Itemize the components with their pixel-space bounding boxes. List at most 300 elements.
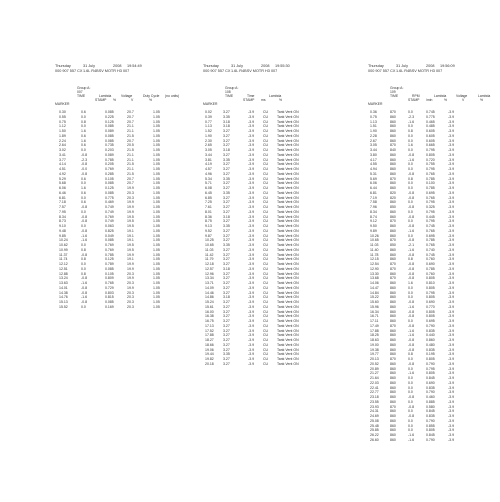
table-cell: -3.9 (448, 423, 455, 428)
table-cell: 0.745 (426, 110, 435, 114)
table-cell: 860 (390, 361, 396, 366)
table-cell: -3.9 (448, 342, 455, 347)
table-cell: -3.9 (448, 433, 455, 437)
table-cell: 860 (390, 414, 396, 418)
table-cell: -1.6 (408, 371, 415, 376)
table-cell: 0.6 (81, 190, 86, 195)
table-cell: -0.8 (81, 276, 88, 281)
table-cell: 1.05 (153, 186, 160, 190)
table-cell: -3.9 (448, 167, 455, 171)
table-cell: 8.36 (205, 214, 212, 219)
table-cell: 0.085 (105, 190, 114, 195)
table-cell: 0.835 (426, 385, 435, 390)
table-cell: 1.05 (153, 209, 160, 214)
table-cell: 870 (390, 262, 396, 266)
table-cell: 19.1 (127, 233, 134, 238)
table-cell: -3.9 (448, 119, 455, 124)
table-cell: 20.7 (127, 176, 134, 181)
table-cell: Tank Vent ON (277, 162, 299, 167)
table-cell: -3.9 (248, 304, 255, 309)
table-cell: 16.34 (370, 309, 379, 314)
table-cell: -3.9 (448, 295, 455, 300)
table-cell: -0.8 (81, 290, 88, 295)
table-cell: 0.8 (408, 129, 413, 133)
header-year: 2008 (426, 64, 435, 68)
table-cell: 3.18 (223, 295, 230, 300)
column-header: ms (261, 98, 266, 102)
table-cell: 19.00 (370, 342, 379, 347)
table-cell: 16.75 (205, 319, 214, 323)
table-cell: 1.90 (205, 133, 212, 138)
table-cell: -1.6 (81, 281, 88, 285)
table-cell: Tank Vent ON (277, 171, 299, 176)
group-label: Group A: (390, 86, 404, 90)
table-cell: -0.8 (408, 276, 415, 281)
table-cell: 0.6 (81, 133, 86, 138)
table-cell: -0.8 (408, 266, 415, 271)
table-cell: CU (263, 361, 269, 366)
table-cell: 3.80 (370, 152, 377, 157)
table-cell: 860 (390, 181, 396, 186)
table-cell: -0.8 (81, 300, 88, 304)
table-cell: 19.9 (127, 262, 134, 266)
table-cell: 6.44 (370, 186, 377, 190)
table-cell: 3.27 (223, 357, 230, 361)
table-cell: 0.0 (408, 390, 413, 395)
table-cell: Tank Vent ON (277, 114, 299, 119)
table-cell: 10.62 (59, 243, 68, 247)
marker-label: MARKER (203, 102, 218, 106)
table-cell: 3.27 (223, 233, 230, 238)
table-cell: 14.46 (205, 290, 214, 295)
table-cell: 21.1 (127, 129, 134, 133)
table-cell: CU (263, 276, 269, 281)
table-cell: 16.00 (205, 309, 214, 314)
table-cell: Tank Vent ON (277, 124, 299, 129)
table-cell: 0.125 (105, 186, 114, 190)
table-cell: -3.9 (448, 233, 455, 238)
table-cell: 3.27 (223, 300, 230, 304)
table-cell: CU (263, 243, 269, 247)
group-param: Lambda (478, 94, 491, 98)
table-cell: 6.06 (59, 186, 66, 190)
table-cell: -1.6 (81, 238, 88, 243)
table-cell: 0.795 (426, 219, 435, 224)
table-cell: 0.0 (81, 262, 86, 266)
table-cell: 9.85 (59, 233, 66, 238)
table-cell: 870 (390, 143, 396, 148)
column-header: V (131, 98, 134, 102)
table-cell: 0.755 (426, 162, 435, 167)
table-cell: 0.860 (426, 338, 435, 342)
table-cell: -3.9 (248, 214, 255, 219)
table-cell: 20.3 (127, 295, 134, 300)
table-cell: -3.9 (448, 276, 455, 281)
table-cell: 860 (390, 290, 396, 295)
table-cell: 22.03 (370, 380, 379, 385)
table-cell: 3.35 (223, 243, 230, 247)
table-cell: 0.805 (426, 285, 435, 290)
table-cell: 0.690 (426, 300, 435, 304)
table-cell: Tank Vent ON (277, 243, 299, 247)
table-cell: Tank Vent ON (277, 333, 299, 338)
table-cell: 5.29 (59, 176, 66, 181)
table-cell: Tank Vent ON (277, 133, 299, 138)
table-cell: 10.65 (370, 238, 379, 243)
table-cell: 860 (390, 352, 396, 357)
table-cell: 15.22 (370, 295, 379, 300)
table-cell: 0.775 (426, 114, 435, 119)
table-cell: 3.27 (223, 200, 230, 205)
table-cell: 1.05 (153, 190, 160, 195)
table-cell: CU (263, 252, 269, 257)
table-cell: 1.05 (153, 133, 160, 138)
table-cell: 860 (390, 119, 396, 124)
table-cell: 1.51 (370, 124, 377, 129)
table-cell: 1.05 (153, 148, 160, 152)
header-year: 2008 (113, 64, 122, 68)
table-cell: 11.03 (205, 247, 214, 252)
table-cell: 21.1 (127, 157, 134, 162)
table-cell: 0.480 (426, 342, 435, 347)
table-cell: -3.9 (248, 219, 255, 224)
group-number: 109 (390, 90, 396, 94)
table-cell: 0.0 (408, 110, 413, 114)
table-cell: 0.0 (81, 114, 86, 119)
table-cell: 0.790 (426, 361, 435, 366)
table-cell: 20.7 (127, 119, 134, 124)
table-cell: Tank Vent ON (277, 247, 299, 252)
table-cell: CU (263, 295, 269, 300)
table-cell: -0.8 (408, 190, 415, 195)
data-table (203, 110, 363, 367)
table-cell: -3.9 (248, 228, 255, 233)
table-cell: -3.9 (248, 233, 255, 238)
table-cell: 870 (390, 110, 396, 114)
table-cell: 0.285 (105, 171, 114, 176)
table-cell: 3.27 (223, 186, 230, 190)
table-cell: 20.7 (127, 138, 134, 143)
table-cell: Tank Vent ON (277, 138, 299, 143)
table-cell: 850 (390, 243, 396, 247)
table-cell: 0.769 (105, 167, 114, 171)
table-cell: 0.205 (105, 162, 114, 167)
table-cell: -0.8 (81, 285, 88, 290)
table-cell: 860 (390, 138, 396, 143)
table-cell: 3.05 (205, 148, 212, 152)
table-cell: Tank Vent ON (277, 266, 299, 271)
table-cell: -3.9 (448, 124, 455, 129)
table-cell: -0.8 (408, 414, 415, 418)
table-cell: 2.24 (59, 138, 66, 143)
table-cell: Tank Vent ON (277, 238, 299, 243)
table-cell: 0.765 (426, 195, 435, 200)
table-cell: 820 (390, 190, 396, 195)
table-cell: 3.05 (370, 143, 377, 148)
table-cell: -2.1 (408, 243, 415, 247)
table-cell: -3.9 (248, 300, 255, 304)
table-cell: 0.695 (426, 233, 435, 238)
table-cell: 860 (390, 366, 396, 371)
table-cell: 7.18 (59, 200, 66, 205)
table-cell: 0.085 (105, 181, 114, 186)
table-cell: 14.86 (205, 295, 214, 300)
table-cell: 8.74 (370, 214, 377, 219)
table-cell: 0.0 (408, 148, 413, 152)
table-cell: Tank Vent ON (277, 314, 299, 319)
table-cell: -3.9 (448, 319, 455, 323)
table-cell: 7.95 (59, 209, 66, 214)
table-cell: 0.0 (408, 219, 413, 224)
group-number: 108 (225, 90, 231, 94)
table-cell: 0.810 (426, 281, 435, 285)
table-cell: 0.085 (105, 110, 114, 114)
table-cell: 1.05 (153, 233, 160, 238)
table-cell: 1.05 (153, 285, 160, 290)
table-cell: 8.34 (370, 209, 377, 214)
table-cell: 820 (390, 195, 396, 200)
table-cell: 0.785 (426, 266, 435, 271)
table-cell: 3.27 (223, 271, 230, 276)
table-cell: Tank Vent ON (277, 110, 299, 114)
table-cell: 18.27 (205, 338, 214, 342)
table-cell: 19.5 (127, 243, 134, 247)
table-cell: 19.38 (370, 347, 379, 352)
table-cell: -3.9 (448, 304, 455, 309)
table-cell: 4.96 (205, 171, 212, 176)
table-cell: 870 (390, 176, 396, 181)
table-cell: 0.795 (426, 366, 435, 371)
table-cell: -0.8 (408, 152, 415, 157)
table-cell: -3.9 (248, 110, 255, 114)
table-cell: 20.3 (127, 190, 134, 195)
table-cell: 860 (390, 152, 396, 157)
table-cell: -3.9 (448, 138, 455, 143)
table-cell: 860 (390, 319, 396, 323)
table-cell: 0.6 (81, 200, 86, 205)
table-cell: 860 (390, 171, 396, 176)
table-cell: 0.0 (408, 167, 413, 171)
table-cell: 0.085 (105, 300, 114, 304)
table-cell: 860 (390, 271, 396, 276)
table-cell: 1.05 (153, 304, 160, 309)
table-cell: 0.735 (105, 143, 114, 148)
header-year: 2008 (261, 64, 270, 68)
table-cell: -0.8 (408, 309, 415, 314)
table-cell: -3.9 (448, 357, 455, 361)
table-cell: Tank Vent ON (277, 257, 299, 262)
table-cell: 3.27 (223, 333, 230, 338)
table-cell: 17.13 (205, 323, 214, 328)
table-cell: 5.31 (370, 171, 377, 176)
table-cell: 3.27 (223, 276, 230, 281)
table-cell: 17.11 (370, 319, 379, 323)
table-cell: -3.9 (448, 186, 455, 190)
table-cell: 0.36 (370, 110, 377, 114)
table-cell: 21.5 (127, 133, 134, 138)
table-cell: 0.769 (105, 247, 114, 252)
table-cell: 9.89 (370, 228, 377, 233)
table-cell: 4.51 (59, 167, 66, 171)
table-cell: 14.06 (370, 281, 379, 285)
table-cell: 0.665 (426, 143, 435, 148)
table-cell: -0.8 (408, 395, 415, 399)
table-cell: -3.9 (248, 162, 255, 167)
table-cell: -0.8 (408, 323, 415, 328)
table-cell: 20.18 (205, 361, 214, 366)
table-cell: 1.05 (153, 124, 160, 129)
group-param: Time (247, 94, 255, 98)
table-cell: 0.805 (426, 357, 435, 361)
table-cell: 12.90 (370, 266, 379, 271)
table-cell: 19.44 (205, 352, 214, 357)
table-cell: -3.9 (448, 133, 455, 138)
table-cell: 860 (390, 133, 396, 138)
table-cell: CU (263, 129, 269, 133)
table-cell: 0.30 (59, 110, 66, 114)
table-cell: CU (263, 224, 269, 228)
table-cell: 3.27 (223, 171, 230, 176)
table-cell: 870 (390, 266, 396, 271)
table-cell: 0.085 (105, 238, 114, 243)
table-cell: 0.785 (105, 252, 114, 257)
table-cell: -3.9 (448, 190, 455, 195)
table-cell: Tank Vent ON (277, 252, 299, 257)
table-cell: 1.05 (153, 162, 160, 167)
table-cell: CU (263, 176, 269, 181)
table-cell: 0.125 (105, 257, 114, 262)
table-cell: 860 (390, 390, 396, 395)
table-cell: -3.9 (248, 295, 255, 300)
table-cell: 11.74 (59, 257, 68, 262)
table-cell: -0.8 (408, 214, 415, 219)
table-row (368, 438, 500, 443)
table-cell: 21.64 (370, 376, 379, 380)
table-cell: 0.835 (426, 328, 435, 333)
table-cell: -3.9 (448, 252, 455, 257)
table-cell: 860 (390, 338, 396, 342)
table-cell: 1.05 (153, 276, 160, 281)
table-cell: 0.765 (426, 228, 435, 233)
table-cell: -0.8 (81, 219, 88, 224)
table-cell: 3.77 (59, 157, 66, 162)
table-cell: 21.1 (127, 124, 134, 129)
table-cell: -3.9 (448, 300, 455, 304)
table-cell: 21.27 (370, 371, 379, 376)
table-cell: -3.9 (248, 190, 255, 195)
table-cell: 7.57 (59, 205, 66, 209)
table-cell: 19.1 (127, 228, 134, 233)
table-cell: -0.8 (408, 300, 415, 304)
table-cell: 1.05 (153, 205, 160, 209)
table-cell: 20.3 (127, 304, 134, 309)
table-cell: 1.6 (408, 281, 413, 285)
table-cell: 1.05 (153, 176, 160, 181)
table-cell: -3.9 (448, 262, 455, 266)
table-cell: -3.9 (248, 133, 255, 138)
table-cell: 3.27 (223, 314, 230, 319)
group-param: Lambda (269, 94, 282, 98)
table-cell: -3.9 (248, 342, 255, 347)
table-cell: 0.325 (426, 205, 435, 209)
header-day: Thursday (368, 64, 384, 68)
header-day: Thursday (203, 64, 219, 68)
table-cell: 0.760 (426, 257, 435, 262)
table-cell: 20.3 (127, 290, 134, 295)
table-cell: 14.09 (205, 285, 214, 290)
table-cell: 14.47 (370, 285, 379, 290)
table-cell: 0.0 (408, 357, 413, 361)
table-cell: 860 (390, 252, 396, 257)
table-cell: 20.89 (370, 366, 379, 371)
table-cell: 0.815 (105, 295, 114, 300)
table-cell: 3.27 (223, 323, 230, 328)
table-cell: 6.81 (59, 195, 66, 200)
group-param: Voltage (456, 94, 468, 98)
table-cell: 3.27 (223, 247, 230, 252)
table-cell: 0.805 (426, 152, 435, 157)
table-cell: 0.785 (105, 157, 114, 162)
table-cell: -0.8 (408, 361, 415, 366)
table-cell: 0.460 (426, 395, 435, 399)
table-cell: -3.9 (448, 266, 455, 271)
table-cell: 11.03 (370, 243, 379, 247)
table-cell: 19.9 (127, 266, 134, 271)
table-cell: 3.27 (223, 285, 230, 290)
table-cell: 1.05 (153, 157, 160, 162)
table-cell: 14.84 (370, 290, 379, 295)
table-cell: Tank Vent ON (277, 319, 299, 323)
table-cell: 19.9 (127, 252, 134, 257)
table-cell: CU (263, 171, 269, 176)
table-cell: CU (263, 347, 269, 352)
table-cell: 3.27 (223, 205, 230, 209)
table-cell: 3.27 (223, 110, 230, 114)
table-cell: -3.9 (248, 171, 255, 176)
table-cell: 3.35 (223, 114, 230, 119)
table-cell: Tank Vent ON (277, 281, 299, 285)
table-cell: 9.12 (370, 219, 377, 224)
table-cell: -3.9 (448, 409, 455, 414)
table-cell: -3.9 (448, 152, 455, 157)
table-cell: 0.469 (105, 200, 114, 205)
table-cell: -0.8 (81, 162, 88, 167)
table-cell: 0.8 (408, 176, 413, 181)
table-cell: 0.089 (105, 129, 114, 133)
table-cell: Tank Vent ON (277, 295, 299, 300)
table-cell: Tank Vent ON (277, 323, 299, 328)
table-cell: 20.52 (370, 361, 379, 366)
table-cell: 0.75 (370, 114, 377, 119)
table-cell: -3.9 (448, 129, 455, 133)
table-row (55, 305, 215, 310)
table-cell: 0.749 (105, 205, 114, 209)
table-cell: 0.795 (426, 209, 435, 214)
table-cell: -3.9 (248, 138, 255, 143)
table-cell: 870 (390, 238, 396, 243)
table-cell: -0.8 (408, 338, 415, 342)
table-cell: 13.68 (370, 276, 379, 281)
table-cell: 3.27 (223, 342, 230, 347)
table-cell: 17.88 (205, 333, 214, 338)
table-cell: 9.48 (59, 228, 66, 233)
table-cell: 3.27 (223, 290, 230, 295)
table-cell: 23.55 (370, 399, 379, 404)
table-cell: 860 (390, 409, 396, 414)
table-cell: 4.55 (370, 162, 377, 167)
table-cell: 1.90 (370, 129, 377, 133)
table-cell: -0.8 (408, 195, 415, 200)
